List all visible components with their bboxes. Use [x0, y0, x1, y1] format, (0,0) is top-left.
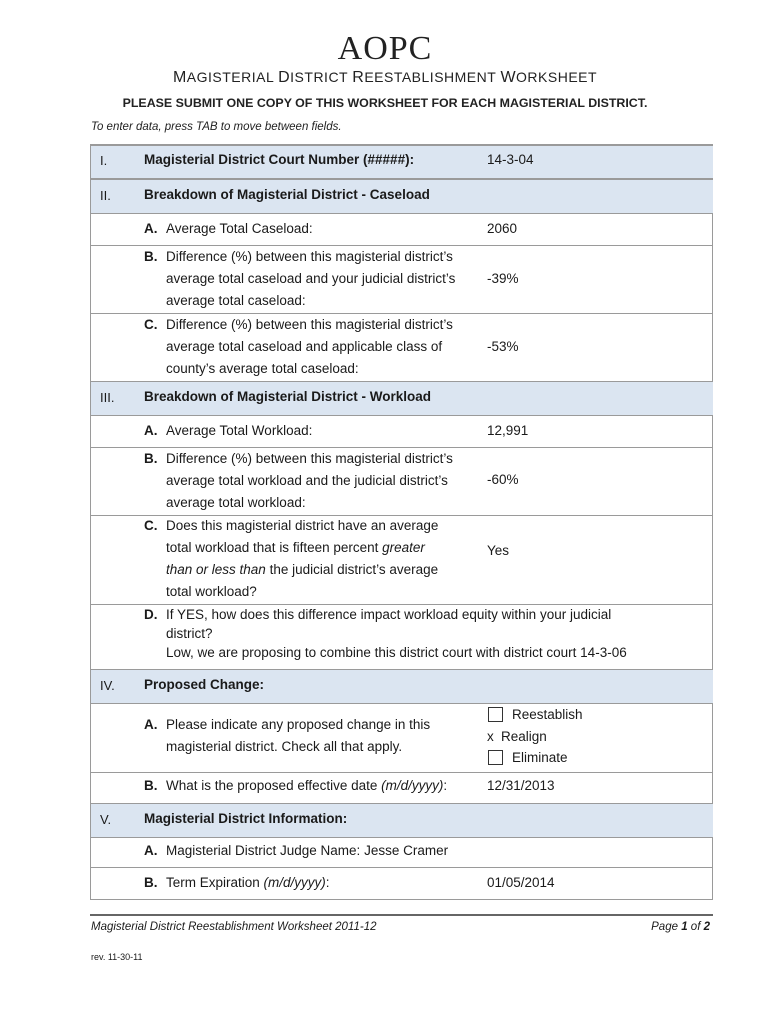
section-4-title: Proposed Change:	[144, 677, 265, 692]
workload-equity-response[interactable]: Low, we are proposing to combine this district court with district court 14-3-06	[166, 645, 627, 660]
section-5-title: Magisterial District Information:	[144, 811, 348, 826]
caseload-diff-judicial-field[interactable]: -39%	[487, 271, 519, 286]
workload-b-label: B. Difference (%) between this magisterial district’s average total workload and the judicial district’s average total workload:	[144, 451, 453, 510]
proposed-change-a-label: A. Please indicate any proposed change in this magisterial district. Check all that apply.	[144, 717, 431, 754]
workload-c-label: C. Does this magisterial district have an average total workload that is fifteen percent greater than or less than the judicial district’s average total workload?	[144, 518, 439, 599]
footer-rule	[90, 914, 713, 916]
page-indicator: Page 1 of 2	[651, 921, 710, 933]
section-1-title: Magisterial District Court Number (#####):	[144, 152, 415, 167]
caseload-diff-county-field[interactable]: -53%	[487, 339, 519, 354]
eliminate-option-label: Eliminate	[512, 750, 568, 765]
section-2-title: Breakdown of Magisterial District - Caseload	[144, 187, 430, 202]
worksheet-title: MAGISTERIAL DISTRICT REESTABLISHMENT WORKSHEET	[172, 69, 598, 86]
instructions: To enter data, press TAB to move between fields.	[91, 121, 342, 133]
section-5-number: V.	[100, 812, 112, 827]
workload-a-label: A. Average Total Workload:	[144, 423, 313, 438]
workload-fifteen-percent-field[interactable]: Yes	[487, 543, 510, 558]
realign-option-label: Realign	[501, 729, 547, 744]
divider	[91, 772, 713, 773]
reestablish-option-label: Reestablish	[512, 707, 583, 722]
realign-checkbox[interactable]: x	[487, 729, 494, 744]
section-3-number: III.	[100, 390, 115, 405]
judge-name-field[interactable]: A. Magisterial District Judge Name: Jesse Cramer	[144, 843, 449, 858]
section-1-number: I.	[100, 153, 108, 168]
average-workload-field[interactable]: 12,991	[487, 423, 529, 438]
footer-title: Magisterial District Reestablishment Worksheet 2011-12	[91, 921, 377, 933]
section-4-number: IV.	[100, 678, 115, 693]
effective-date-label: B. What is the proposed effective date (m/d/yyyy):	[144, 778, 448, 793]
caseload-b-label: B. Difference (%) between this magisterial district’s average total caseload and your judicial district’s average total caseload:	[144, 249, 456, 308]
reestablish-checkbox[interactable]	[488, 707, 503, 722]
divider	[91, 867, 713, 868]
section-3-title: Breakdown of Magisterial District - Workload	[144, 389, 432, 404]
caseload-a-label: A. Average Total Caseload:	[144, 221, 313, 236]
aopc-logo: AOPC	[337, 30, 433, 67]
effective-date-field[interactable]: 12/31/2013	[487, 778, 555, 793]
term-expiration-label: B. Term Expiration (m/d/yyyy):	[144, 875, 330, 890]
term-expiration-field[interactable]: 01/05/2014	[487, 875, 555, 890]
workload-d-label: D. If YES, how does this difference impact workload equity within your judicial district? Low, we are proposing to combine this district court with district court 14-3-06	[144, 607, 627, 660]
submit-note: PLEASE SUBMIT ONE COPY OF THIS WORKSHEET FOR EACH MAGISTERIAL DISTRICT.	[122, 96, 648, 110]
court-number-field[interactable]: 14-3-04	[487, 152, 534, 167]
average-caseload-field[interactable]: 2060	[487, 221, 518, 236]
eliminate-checkbox[interactable]	[488, 750, 503, 765]
revision-note: rev. 11-30-11	[91, 952, 143, 962]
caseload-c-label: C. Difference (%) between this magisterial district’s average total caseload and applicable class of county’s average total caseload:	[144, 317, 453, 376]
workload-diff-judicial-field[interactable]: -60%	[487, 472, 519, 487]
section-2-number: II.	[100, 188, 111, 203]
